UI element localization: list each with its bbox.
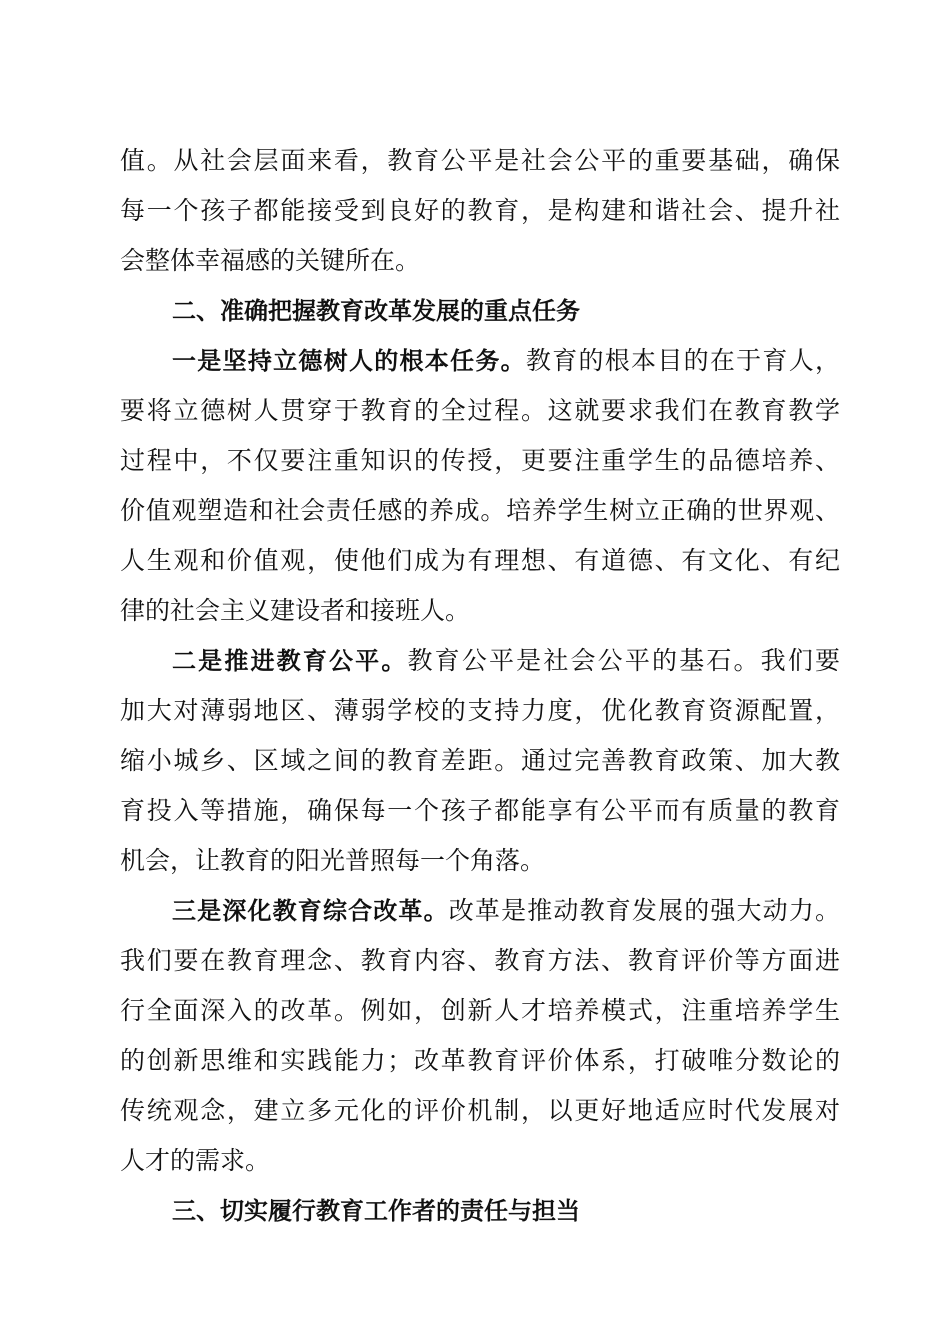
paragraph-line: 我们要在教育理念、教育内容、教育方法、教育评价等方面进 bbox=[120, 946, 840, 975]
paragraph-line: 值。从社会层面来看，教育公平是社会公平的重要基础，确保 bbox=[120, 146, 840, 175]
paragraph-line: 机会，让教育的阳光普照每一个角落。 bbox=[120, 846, 546, 875]
paragraph-line: 人才的需求。 bbox=[120, 1146, 271, 1175]
paragraph-line: 加大对薄弱地区、薄弱学校的支持力度，优化教育资源配置， bbox=[120, 696, 840, 725]
paragraph-line: 价值观塑造和社会责任感的养成。培养学生树立正确的世界观、 bbox=[120, 496, 840, 525]
paragraph-lead: 三是深化教育综合改革。 bbox=[172, 897, 449, 925]
paragraph-first-line bbox=[120, 636, 840, 686]
paragraph-line: 育投入等措施，确保每一个孩子都能享有公平而有质量的教育 bbox=[120, 796, 840, 825]
paragraph-line: 会整体幸福感的关键所在。 bbox=[120, 246, 421, 275]
paragraph-text: 教育公平是社会公平的基石。我们要 bbox=[407, 646, 840, 675]
paragraph-line: 过程中，不仅要注重知识的传授，更要注重学生的品德培养、 bbox=[120, 446, 840, 475]
paragraph-line: 每一个孩子都能接受到良好的教育，是构建和谐社会、提升社 bbox=[120, 196, 840, 225]
paragraph-text: 改革是推动教育发展的强大动力。 bbox=[448, 896, 840, 925]
paragraph-line: 要将立德树人贯穿于教育的全过程。这就要求我们在教育教学 bbox=[120, 396, 840, 425]
paragraph-line: 律的社会主义建设者和接班人。 bbox=[120, 596, 471, 625]
paragraph-line: 缩小城乡、区域之间的教育差距。通过完善教育政策、加大教 bbox=[120, 746, 840, 775]
paragraph-line: 人生观和价值观，使他们成为有理想、有道德、有文化、有纪 bbox=[120, 546, 840, 575]
paragraph-line: 行全面深入的改革。例如，创新人才培养模式，注重培养学生 bbox=[120, 996, 840, 1025]
paragraph-first-line bbox=[120, 336, 840, 386]
paragraph-lead: 一是坚持立德树人的根本任务。 bbox=[172, 347, 526, 375]
paragraph-line: 的创新思维和实践能力；改革教育评价体系，打破唯分数论的 bbox=[120, 1046, 840, 1075]
document-body bbox=[120, 136, 840, 1236]
paragraph-lead: 二是推进教育公平。 bbox=[172, 647, 408, 675]
paragraph-first-line bbox=[120, 886, 840, 936]
section-heading: 二、准确把握教育改革发展的重点任务 bbox=[172, 297, 580, 325]
paragraph-text: 教育的根本目的在于育人， bbox=[525, 346, 840, 375]
paragraph-line: 传统观念，建立多元化的评价机制，以更好地适应时代发展对 bbox=[120, 1096, 840, 1125]
section-heading: 三、切实履行教育工作者的责任与担当 bbox=[172, 1197, 580, 1225]
